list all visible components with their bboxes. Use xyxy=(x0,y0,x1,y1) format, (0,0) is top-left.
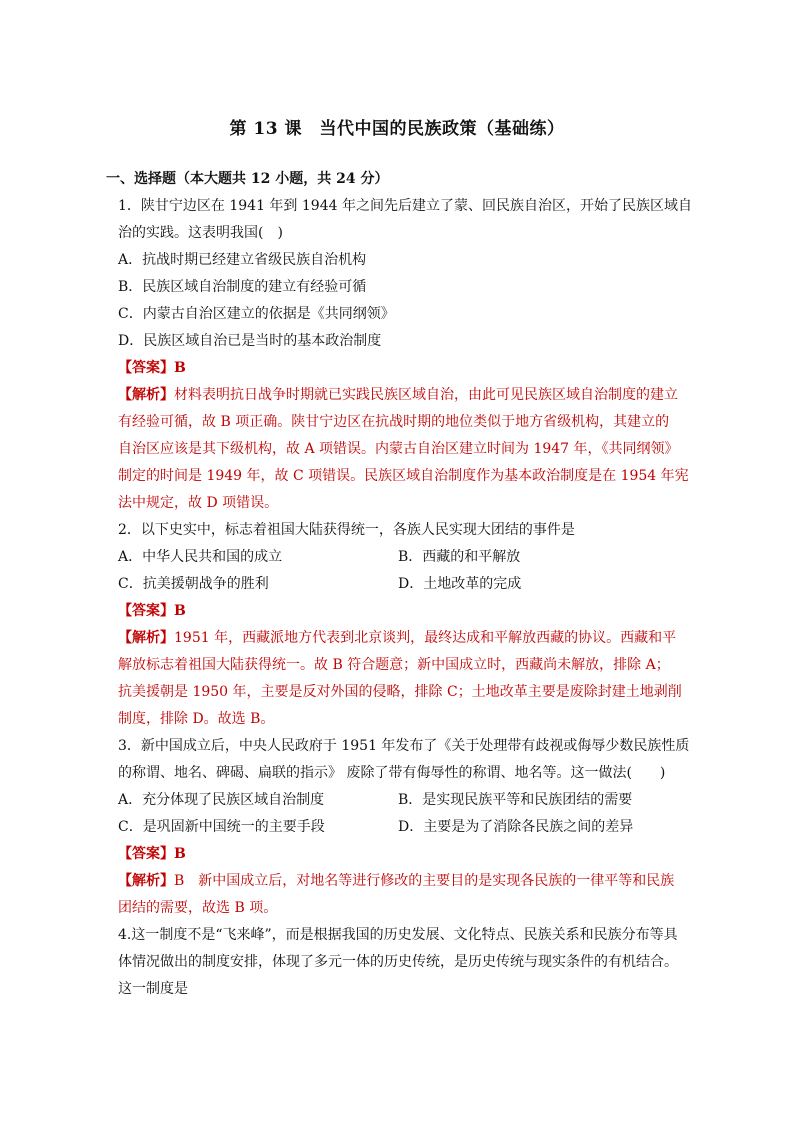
analysis-text: 1951 年，西藏派地方代表到北京谈判，最终达成和平解放西藏的协议。西藏和平 xyxy=(174,630,677,646)
section-heading: 一、选择题（本大题共 12 小题，共 24 分） xyxy=(106,171,389,187)
question-3 xyxy=(106,733,706,922)
analysis-line: 法中规定，故 D 项错误。 xyxy=(118,495,279,511)
option-a: A．抗战时期已经建立省级民族自治机构 xyxy=(118,252,367,268)
option-row xyxy=(106,787,706,814)
question-stem-line: 这一制度是 xyxy=(118,981,188,997)
option-d: D．土地改革的完成 xyxy=(398,576,522,592)
analysis-line: 团结的需要，故选 B 项。 xyxy=(118,900,278,916)
option-c: C．抗美援朝战争的胜利 xyxy=(118,576,269,592)
question-stem-line: 1．陕甘宁边区在 1941 年到 1944 年之间先后建立了蒙、回民族自治区，开始了民族区域自 xyxy=(118,198,692,214)
question-stem-line: 体情况做出的制度安排，体现了多元一体的历史传统，是历史传统与现实条件的有机结合。 xyxy=(118,954,678,970)
analysis-line: 自治区应该是其下级机构，故 A 项错误。内蒙古自治区建立时间为 1947 年，《共同纲领》 xyxy=(118,441,679,457)
option-d: D．民族区域自治已是当时的基本政治制度 xyxy=(118,333,382,349)
option-row xyxy=(106,571,706,598)
answer-line: 【答案】B xyxy=(118,846,186,862)
analysis-line: 有经验可循，故 B 项正确。陕甘宁边区在抗战时期的地位类似于地方省级机构，其建立的 xyxy=(118,414,670,430)
page-title: 第 13 课 当代中国的民族政策（基础练） xyxy=(229,119,565,139)
question-2 xyxy=(106,517,706,733)
analysis-label: 【解析】 xyxy=(118,387,174,403)
option-b: B．民族区域自治制度的建立有经验可循 xyxy=(118,279,367,295)
analysis-line xyxy=(106,625,706,652)
option-d: D．主要是为了消除各民族之间的差异 xyxy=(398,819,634,835)
question-stem-line: 4.这一制度不是“飞来峰”，而是根据我国的历史发展、文化特点、民族关系和民族分布等具 xyxy=(118,927,678,943)
option-a: A．中华人民共和国的成立 xyxy=(118,549,283,565)
question-stem-line: 2．以下史实中，标志着祖国大陆获得统一，各族人民实现大团结的事件是 xyxy=(118,522,575,538)
analysis-line xyxy=(106,382,706,409)
analysis-label: 【解析】 xyxy=(118,873,174,889)
answer-line: 【答案】B xyxy=(118,360,186,376)
option-row xyxy=(106,814,706,841)
question-stem-line: 3．新中国成立后，中央人民政府于 1951 年发布了《关于处理带有歧视或侮辱少数民族性质 xyxy=(118,738,690,754)
question-stem-line: 的称谓、地名、碑碣、扁联的指示》 废除了带有侮辱性的称谓、地名等。这一做法( ) xyxy=(118,765,666,781)
option-c: C．是巩固新中国统一的主要手段 xyxy=(118,819,325,835)
option-c: C．内蒙古自治区建立的依据是《共同纲领》 xyxy=(118,306,395,322)
analysis-line: 制定的时间是 1949 年，故 C 项错误。民族区域自治制度作为基本政治制度是在 1954 年宪 xyxy=(118,468,689,484)
analysis-line: 制度，排除 D。故选 B。 xyxy=(118,711,275,727)
analysis-line xyxy=(106,868,706,895)
question-1 xyxy=(106,193,706,517)
option-a: A．充分体现了民族区域自治制度 xyxy=(118,792,325,808)
option-b: B．是实现民族平等和民族团结的需要 xyxy=(398,792,633,808)
option-row xyxy=(106,544,706,571)
analysis-line: 抗美援朝是 1950 年，主要是反对外国的侵略，排除 C；土地改革主要是废除封建土地剥削 xyxy=(118,684,682,700)
option-b: B．西藏的和平解放 xyxy=(398,549,521,565)
answer-line: 【答案】B xyxy=(118,603,186,619)
question-4 xyxy=(106,922,706,1003)
analysis-text: B 新中国成立后，对地名等进行修改的主要目的是实现各民族的一律平等和民族 xyxy=(174,873,675,889)
analysis-line: 解放标志着祖国大陆获得统一。故 B 符合题意；新中国成立时，西藏尚未解放，排除 A； xyxy=(118,657,670,673)
analysis-label: 【解析】 xyxy=(118,630,174,646)
document-body xyxy=(106,166,706,1003)
analysis-text: 材料表明抗日战争时期就已实践民族区域自治，由此可见民族区域自治制度的建立 xyxy=(174,387,678,403)
question-stem-line: 治的实践。这表明我国( ) xyxy=(118,225,283,241)
